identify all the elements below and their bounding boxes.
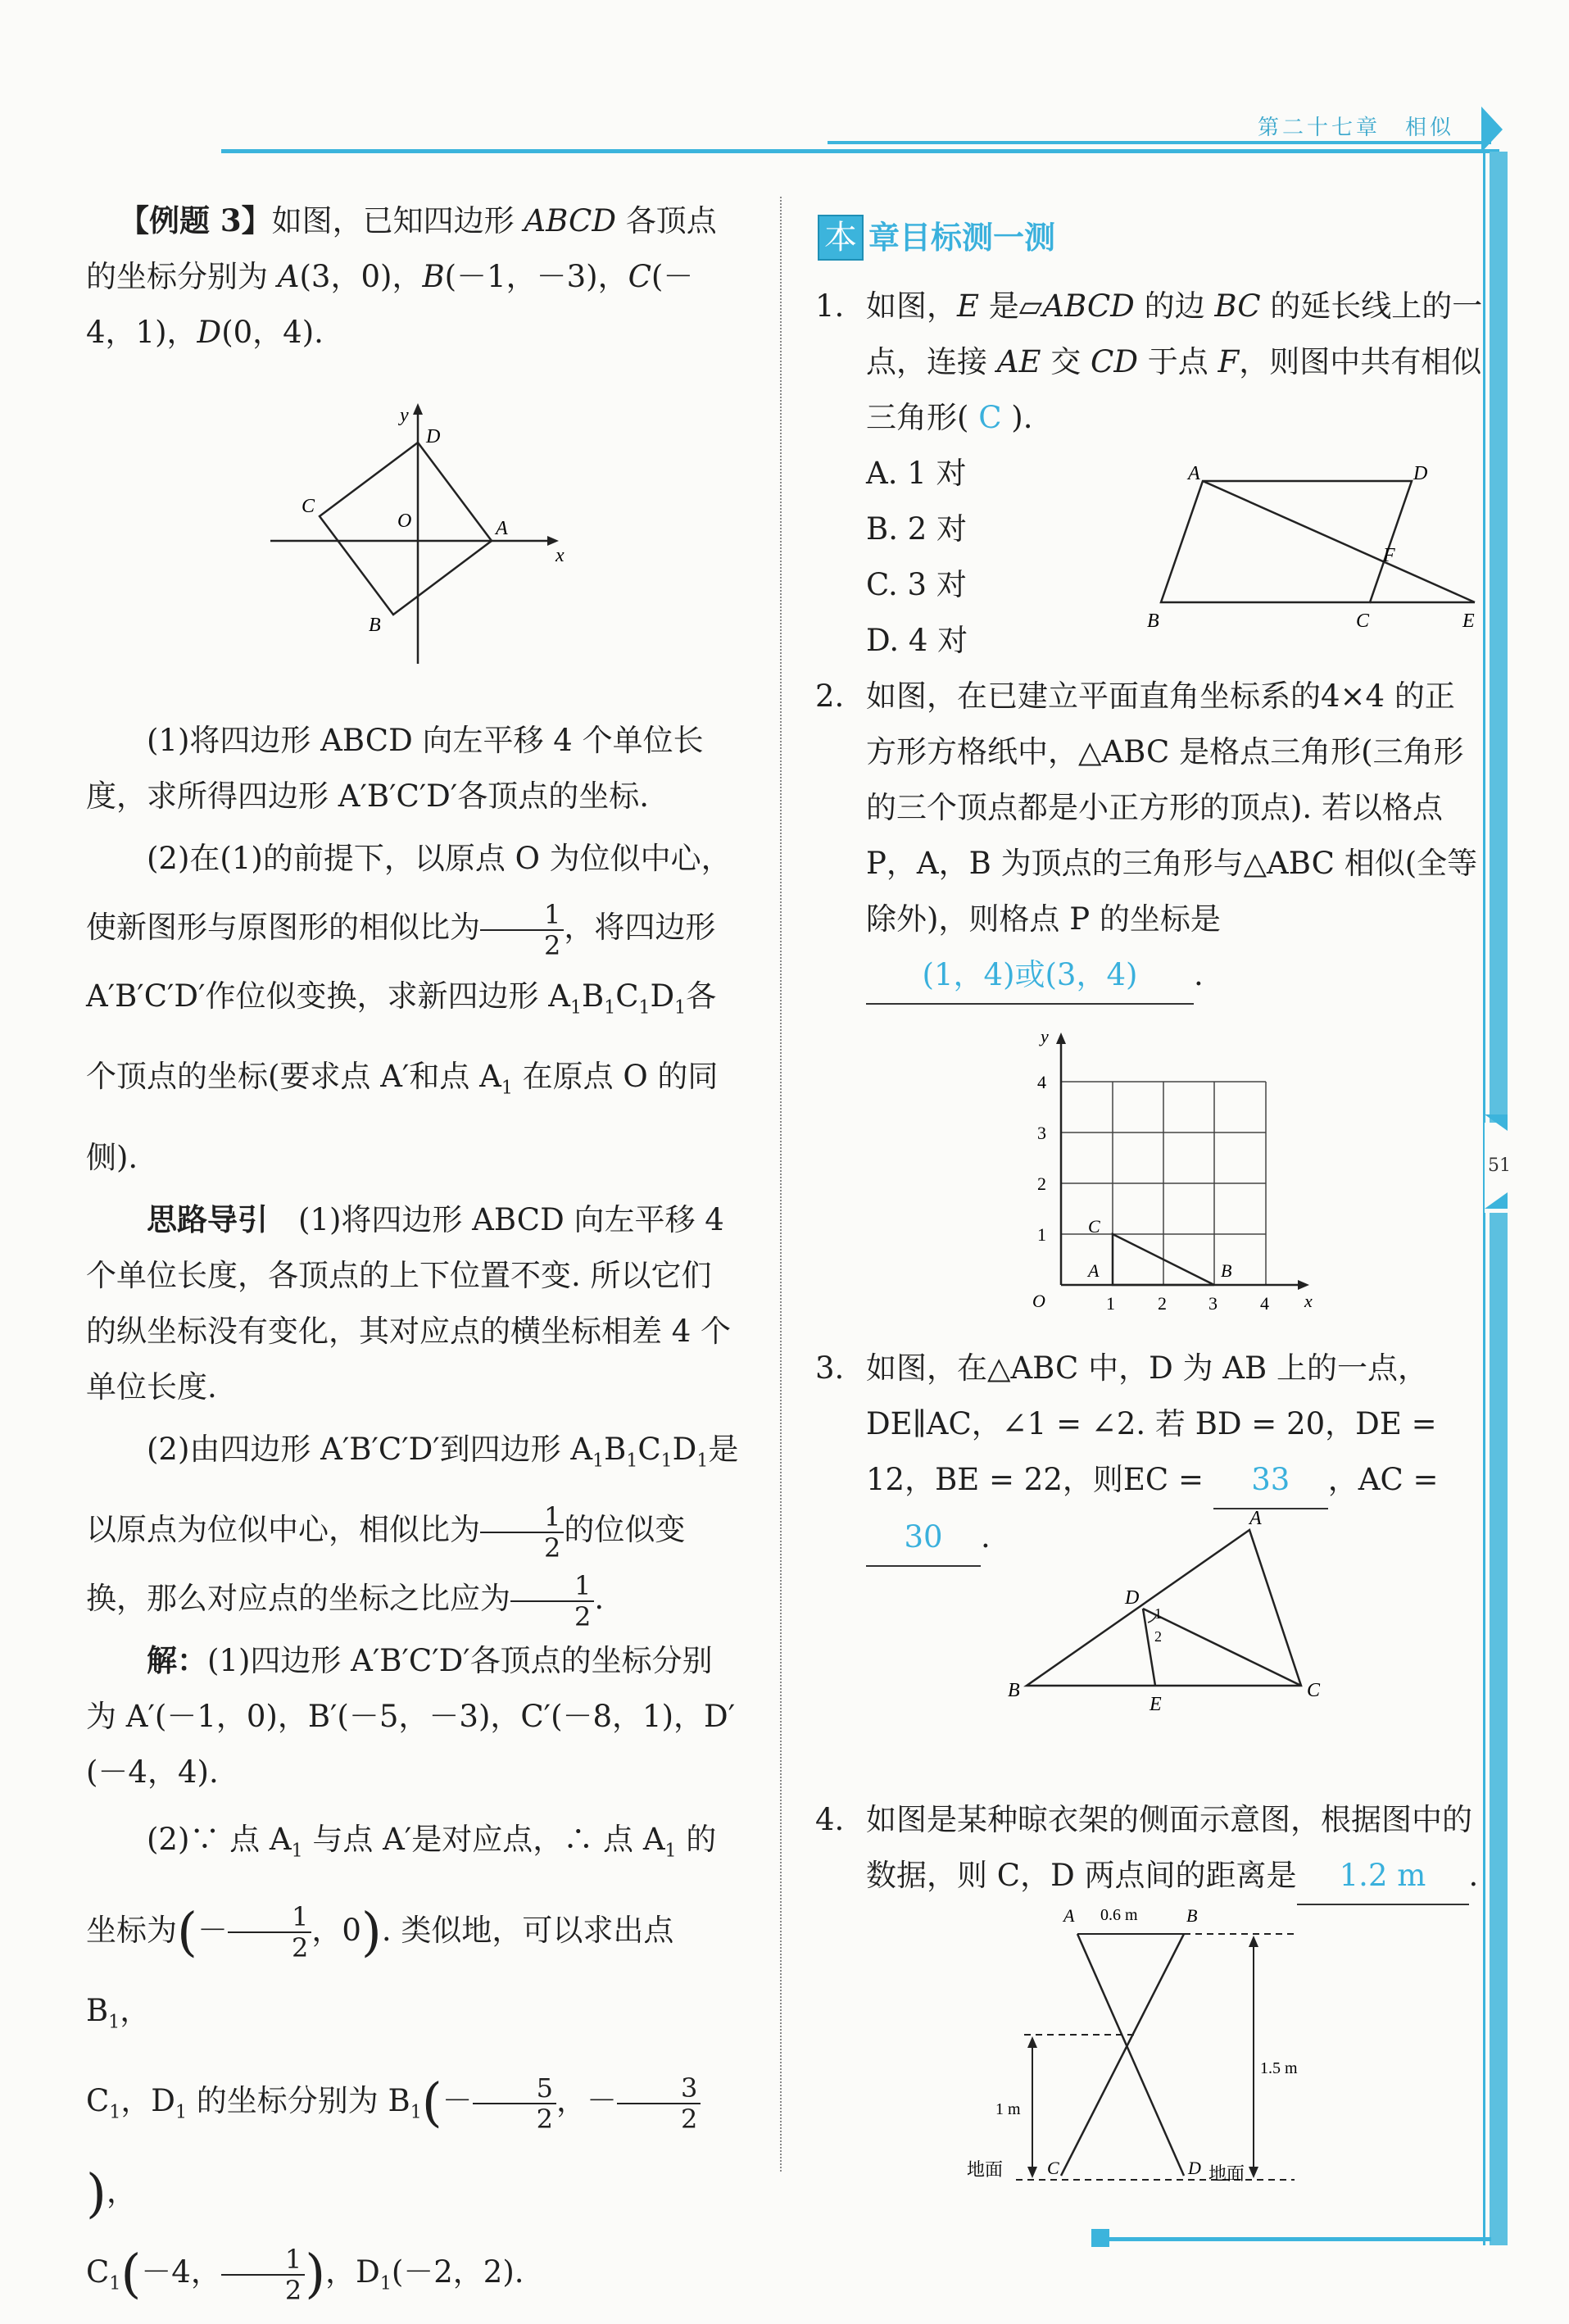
solution-text: C (86, 2254, 110, 2290)
option-d: D. 4 对 (866, 623, 968, 658)
section-badge: 本 (818, 215, 864, 261)
frac-den: 2 (574, 1600, 592, 1632)
footer-square (1091, 2229, 1109, 2247)
intro-text: C (628, 259, 651, 294)
footer-rule (1098, 2237, 1491, 2241)
subscript: 1 (569, 997, 582, 1019)
q-text: 如图，在△ABC 中，D 为 AB 上的一点，DE∥AC，∠1 = ∠2. 若 BD = 20，DE = 12，BE = 22，则EC = (866, 1350, 1437, 1497)
frac-num: 1 (480, 900, 564, 931)
subscript: 1 (604, 997, 616, 1019)
hint-label: 思路导引 (147, 1201, 268, 1237)
paren: ( (177, 1902, 197, 1963)
hint-text: 是以原点为位似中心，相似比为 (86, 1431, 739, 1548)
example-label: 【例题 3】 (119, 202, 272, 238)
solution-1 (86, 1633, 741, 1800)
hint-2: (2)由四边形 A′B′C′D′到四边形 $A_1B_1C_1D_1$是以原点为位似中心，相似比为 $\frac{1}{2}$ 的位似变换，那么对应点的坐标之比应为 $\frac{1}{2}$ . (86, 1431, 739, 1632)
question-number: 3. (815, 1350, 845, 1386)
subscript: 1 (108, 2012, 120, 2033)
grid-lines (1061, 1082, 1266, 1285)
frac-num: 1 (480, 1502, 564, 1533)
label-angle-1: 1 (1154, 1605, 1162, 1622)
q-text: ). (1011, 400, 1033, 435)
frac-den: 2 (544, 1532, 561, 1564)
example-intro (86, 193, 741, 361)
label-ground-left: 地面 (967, 2159, 1004, 2180)
paren: ) (361, 1902, 382, 1963)
intro-text: A (277, 259, 300, 294)
fraction-half (480, 900, 564, 960)
subscript: 1 (109, 2102, 121, 2123)
fraction (221, 2245, 305, 2305)
label-c: C (1307, 1680, 1321, 1701)
q-text: 如图， (866, 288, 957, 324)
q-text: 如图，在已建立平面直角坐标系的4×4 的正方形方格纸中，△ABC 是格点三角形(三角形的三个顶点都是小正方形的顶点). 若以格点 P，A，B 为顶点的三角形与△ABC 相似(全等除外)，则格点 P 的坐标是 (866, 679, 1478, 937)
frac-den: 2 (536, 2103, 554, 2135)
solution-text: 的坐标为 (86, 1822, 717, 1948)
intro-text: (3，0)， (299, 259, 423, 294)
hint-text: (1)将四边形 ABCD 向左平移 4 个单位长度，各顶点的上下位置不变. 所以它们的纵坐标没有变化，其对应点的横坐标相差 4 个单位长度. (86, 1201, 732, 1405)
solution-label: 解： (147, 1643, 207, 1679)
label-c: C (1088, 1216, 1100, 1237)
question-number: 2. (815, 679, 845, 714)
figure-quadrilateral (262, 393, 574, 672)
q2-text: 各个顶点的坐标(要求点 A′和点 A (86, 978, 717, 1095)
leg-ad (1077, 1934, 1184, 2176)
subscript: 1 (664, 1841, 677, 1862)
q-text: 的边 (1134, 288, 1215, 324)
tick-y: 1 (1037, 1224, 1046, 1245)
frac-den: 2 (291, 1932, 309, 1964)
column-divider (780, 197, 782, 2172)
header-rule-top (828, 141, 1491, 144)
figure-parallelogram (1131, 455, 1491, 635)
coord-text: －4， (141, 2254, 221, 2290)
q-text: . (1468, 1858, 1479, 1893)
subscript: 1 (638, 997, 651, 1019)
q-text: CD (1091, 344, 1139, 379)
intro-text: ABCD (524, 203, 616, 238)
subscript: 1 (660, 1450, 673, 1472)
subscript: 1 (626, 1450, 638, 1472)
answer-q3-ac: 30 (866, 1509, 981, 1567)
arrow-icon (1249, 2167, 1258, 2178)
question-r4 (815, 1792, 1483, 1905)
q-text: 是▱ (979, 288, 1043, 324)
frac-den: 2 (544, 929, 561, 961)
solution-text: (2)∵ 点 A (147, 1822, 292, 1858)
subscript: 1 (696, 1450, 709, 1472)
subscript: 1 (291, 1841, 303, 1862)
q-text: 如图是某种晾衣架的侧面示意图，根据图中的数据，则 C，D 两点间的距离是 (866, 1802, 1472, 1893)
q2-text: ，将四边形A′B′C′D′作位似变换，求新四边形 A (86, 910, 716, 1014)
label-y: y (1041, 1026, 1049, 1046)
q-text: F (1218, 344, 1240, 379)
arrow-icon (1027, 2036, 1037, 2048)
paren: ( (421, 2072, 442, 2134)
header-tab-arrow (1481, 107, 1503, 152)
label-angle-2: 2 (1154, 1628, 1162, 1645)
coord-text: (－2，2). (391, 2254, 524, 2290)
figure-grid (1024, 1016, 1335, 1319)
label-a: A (1188, 463, 1200, 484)
label-x: x (555, 545, 565, 566)
frac-num: 1 (510, 1571, 594, 1602)
label-c: C (1047, 2158, 1059, 2178)
triangle-abc (1027, 1530, 1301, 1686)
fraction (617, 2073, 701, 2134)
hint-text: (2)由四边形 A′B′C′D′到四边形 A (147, 1431, 593, 1467)
subscript: 1 (501, 1078, 513, 1099)
intro-text: D (197, 315, 222, 350)
label-height-1: 1 m (995, 2100, 1021, 2118)
question-number: 1. (815, 288, 845, 324)
x-arrow-icon (1298, 1280, 1309, 1290)
page-number: 51 (1488, 1155, 1511, 1176)
label-e: E (1462, 611, 1475, 632)
frac-num: 1 (221, 2245, 305, 2276)
solution-text: D (356, 2254, 380, 2290)
q-text: ，AC = (1327, 1462, 1439, 1497)
tick-y: 4 (1037, 1072, 1046, 1092)
frac-num: 5 (473, 2073, 556, 2104)
label-y: y (400, 405, 409, 426)
solution-text: 与点 A′是对应点，∴ 点 A (302, 1822, 665, 1858)
fraction (228, 1902, 311, 1963)
option-c: C. 3 对 (866, 567, 967, 602)
q-text: ABCD (1042, 288, 1135, 324)
solution-text: . 类似地，可以求出点 B (86, 1912, 674, 2029)
label-c: C (302, 496, 315, 517)
frac-num: 3 (617, 2073, 701, 2104)
label-c: C (1356, 611, 1370, 632)
intro-text: (－4，1)， (86, 259, 694, 350)
option-a: A. 1 对 (866, 456, 967, 491)
parallelogram-abcd (1161, 481, 1412, 602)
question-r1 (815, 279, 1483, 446)
label-b: B (1186, 1905, 1198, 1926)
intro-text: 各顶点的坐标分别为 (86, 203, 717, 294)
frac-den: 2 (681, 2103, 698, 2135)
solution-text: (1)四边形 A′B′C′D′各顶点的坐标分别为 A′(－1，0)，B′(－5，－3)，C′(－8，1)，D′(－4，4). (86, 1643, 736, 1791)
fraction (473, 2073, 556, 2134)
paren: ) (305, 2244, 326, 2305)
chapter-header: 第二十七章 相似 (1257, 116, 1454, 140)
segment-ae (1203, 481, 1475, 602)
hint-1 (86, 1192, 741, 1415)
q-text: 交 (1041, 344, 1091, 379)
q-text: . (981, 1519, 991, 1555)
q-text: AE (996, 344, 1041, 379)
label-d: D (1413, 463, 1428, 484)
q-text: 的延长线上的一点，连接 (866, 288, 1483, 379)
tick-y: 3 (1037, 1123, 1046, 1143)
subscript: 1 (175, 2102, 187, 2123)
subscript: 1 (379, 2273, 392, 2294)
coord-text: － (442, 2083, 473, 2119)
solution-text: ， (120, 1993, 151, 2029)
label-o: O (1032, 1291, 1045, 1311)
label-ground-right: 地面 (1208, 2163, 1245, 2184)
label-x: x (1304, 1291, 1313, 1311)
label-ab-length: 0.6 m (1100, 1906, 1138, 1924)
label-a: A (496, 518, 508, 539)
label-height-1-5: 1.5 m (1260, 2059, 1298, 2077)
figure-triangle (1004, 1496, 1348, 1721)
tick-y: 2 (1037, 1173, 1046, 1194)
question-number: 4. (815, 1802, 845, 1837)
label-f: F (1383, 545, 1395, 566)
section-title (818, 215, 1055, 261)
subscript: 1 (592, 1450, 605, 1472)
label-b: B (1221, 1260, 1232, 1281)
q-text: 于点 (1138, 344, 1218, 379)
label-e: E (1150, 1694, 1162, 1715)
label-a: A (1088, 1260, 1100, 1281)
q2-text: (2)在(1)的前提下，以原点 O 为位似中心，使新图形与原图形的相似比为 (86, 841, 732, 945)
solution-text: 的坐标分别为 B (186, 2083, 410, 2119)
intro-text: 如图，已知四边形 (271, 203, 524, 238)
fraction-half (480, 1502, 564, 1563)
q2-text: 在原点 O 的同侧). (86, 1059, 719, 1175)
label-d: D (426, 426, 441, 447)
question-1: (1)将四边形 ABCD 向左平移 4 个单位长度，求所得四边形 A′B′C′D′各顶点的坐标. (86, 723, 704, 814)
figure-drying-rack (950, 1897, 1360, 2200)
label-o: O (397, 511, 412, 532)
q-text: ，则图中共有相似三角形( (866, 344, 1482, 435)
paren: ) (86, 2163, 107, 2225)
label-d: D (1188, 2158, 1201, 2178)
answer-q1: C (978, 400, 1002, 435)
subscript: 1 (410, 2102, 422, 2123)
intro-text: (0，4). (221, 315, 324, 350)
q-text: E (957, 288, 980, 324)
intro-text: B (422, 259, 445, 294)
coord-text: － (197, 1912, 228, 1948)
tick-x: 1 (1106, 1293, 1115, 1314)
coord-text: ，0 (311, 1912, 361, 1948)
hint-text: 的位似变换，那么对应点的坐标之比应为 (86, 1512, 686, 1617)
tick-x: 3 (1208, 1293, 1218, 1314)
arrow-icon (1027, 2167, 1037, 2178)
label-a: A (1249, 1508, 1262, 1529)
section-title-text: 章目标测一测 (868, 220, 1056, 256)
label-d: D (1125, 1587, 1140, 1609)
question-2: (2)在(1)的前提下，以原点 O 为位似中心，使新图形与原图形的相似比为 $\frac{1}{2}$ ，将四边形A′B′C′D′作位似变换，求新四边形 $A_1B_1C_1D_1$各个顶点的坐标(要求点 A′和点 $A_1$ 在原点 O 的同侧). (86, 841, 732, 1175)
solution-text: ，D (120, 2083, 175, 2119)
label-b: B (369, 615, 381, 636)
answer-q3-ec: 33 (1213, 1452, 1328, 1509)
frac-den: 2 (284, 2274, 302, 2306)
paren: ( (120, 2244, 142, 2305)
fraction-half (510, 1571, 594, 1632)
subscript: 1 (674, 997, 687, 1019)
coord-text: ，－ (556, 2083, 618, 2119)
header-rule (221, 149, 1499, 153)
label-b: B (1008, 1680, 1020, 1701)
label-b: B (1147, 611, 1159, 632)
leg-bc (1061, 1934, 1184, 2176)
subscript: 1 (109, 2273, 121, 2294)
option-b: B. 2 对 (866, 511, 968, 547)
y-arrow-icon (1056, 1033, 1066, 1044)
answer-q2: (1，4)或(3，4) (866, 947, 1194, 1005)
arrow-icon (1249, 1936, 1258, 1947)
answer-q4: 1.2 m (1297, 1848, 1469, 1905)
tick-x: 2 (1158, 1293, 1167, 1314)
q-text: BC (1214, 288, 1261, 324)
y-arrow-icon (413, 403, 423, 415)
intro-text: (－1，－3)， (444, 259, 628, 294)
segment-dc (1143, 1609, 1301, 1686)
solution-2: (2)∵ 点 $A_1$ 与点 A′是对应点，∴ 点 $A_1$ 的坐标为(－ $\frac{1}{2}$ ，0). 类似地，可以求出点 $B_1$， $C_1$，$D_1$ 的坐标分别为 $B_1(-$ $\frac{5}{2}$ ，－ $\frac{3}{2}$ )， $C_1(-4$， $\frac{1}{2}$ )，$D_1(-2$，2). (86, 1822, 717, 2306)
frac-num: 1 (228, 1902, 311, 1933)
tick-x: 4 (1260, 1293, 1269, 1314)
label-a: A (1063, 1905, 1075, 1926)
q-text: . (1194, 957, 1204, 992)
solution-text: C (86, 2083, 110, 2119)
question-r2 (815, 669, 1483, 1005)
